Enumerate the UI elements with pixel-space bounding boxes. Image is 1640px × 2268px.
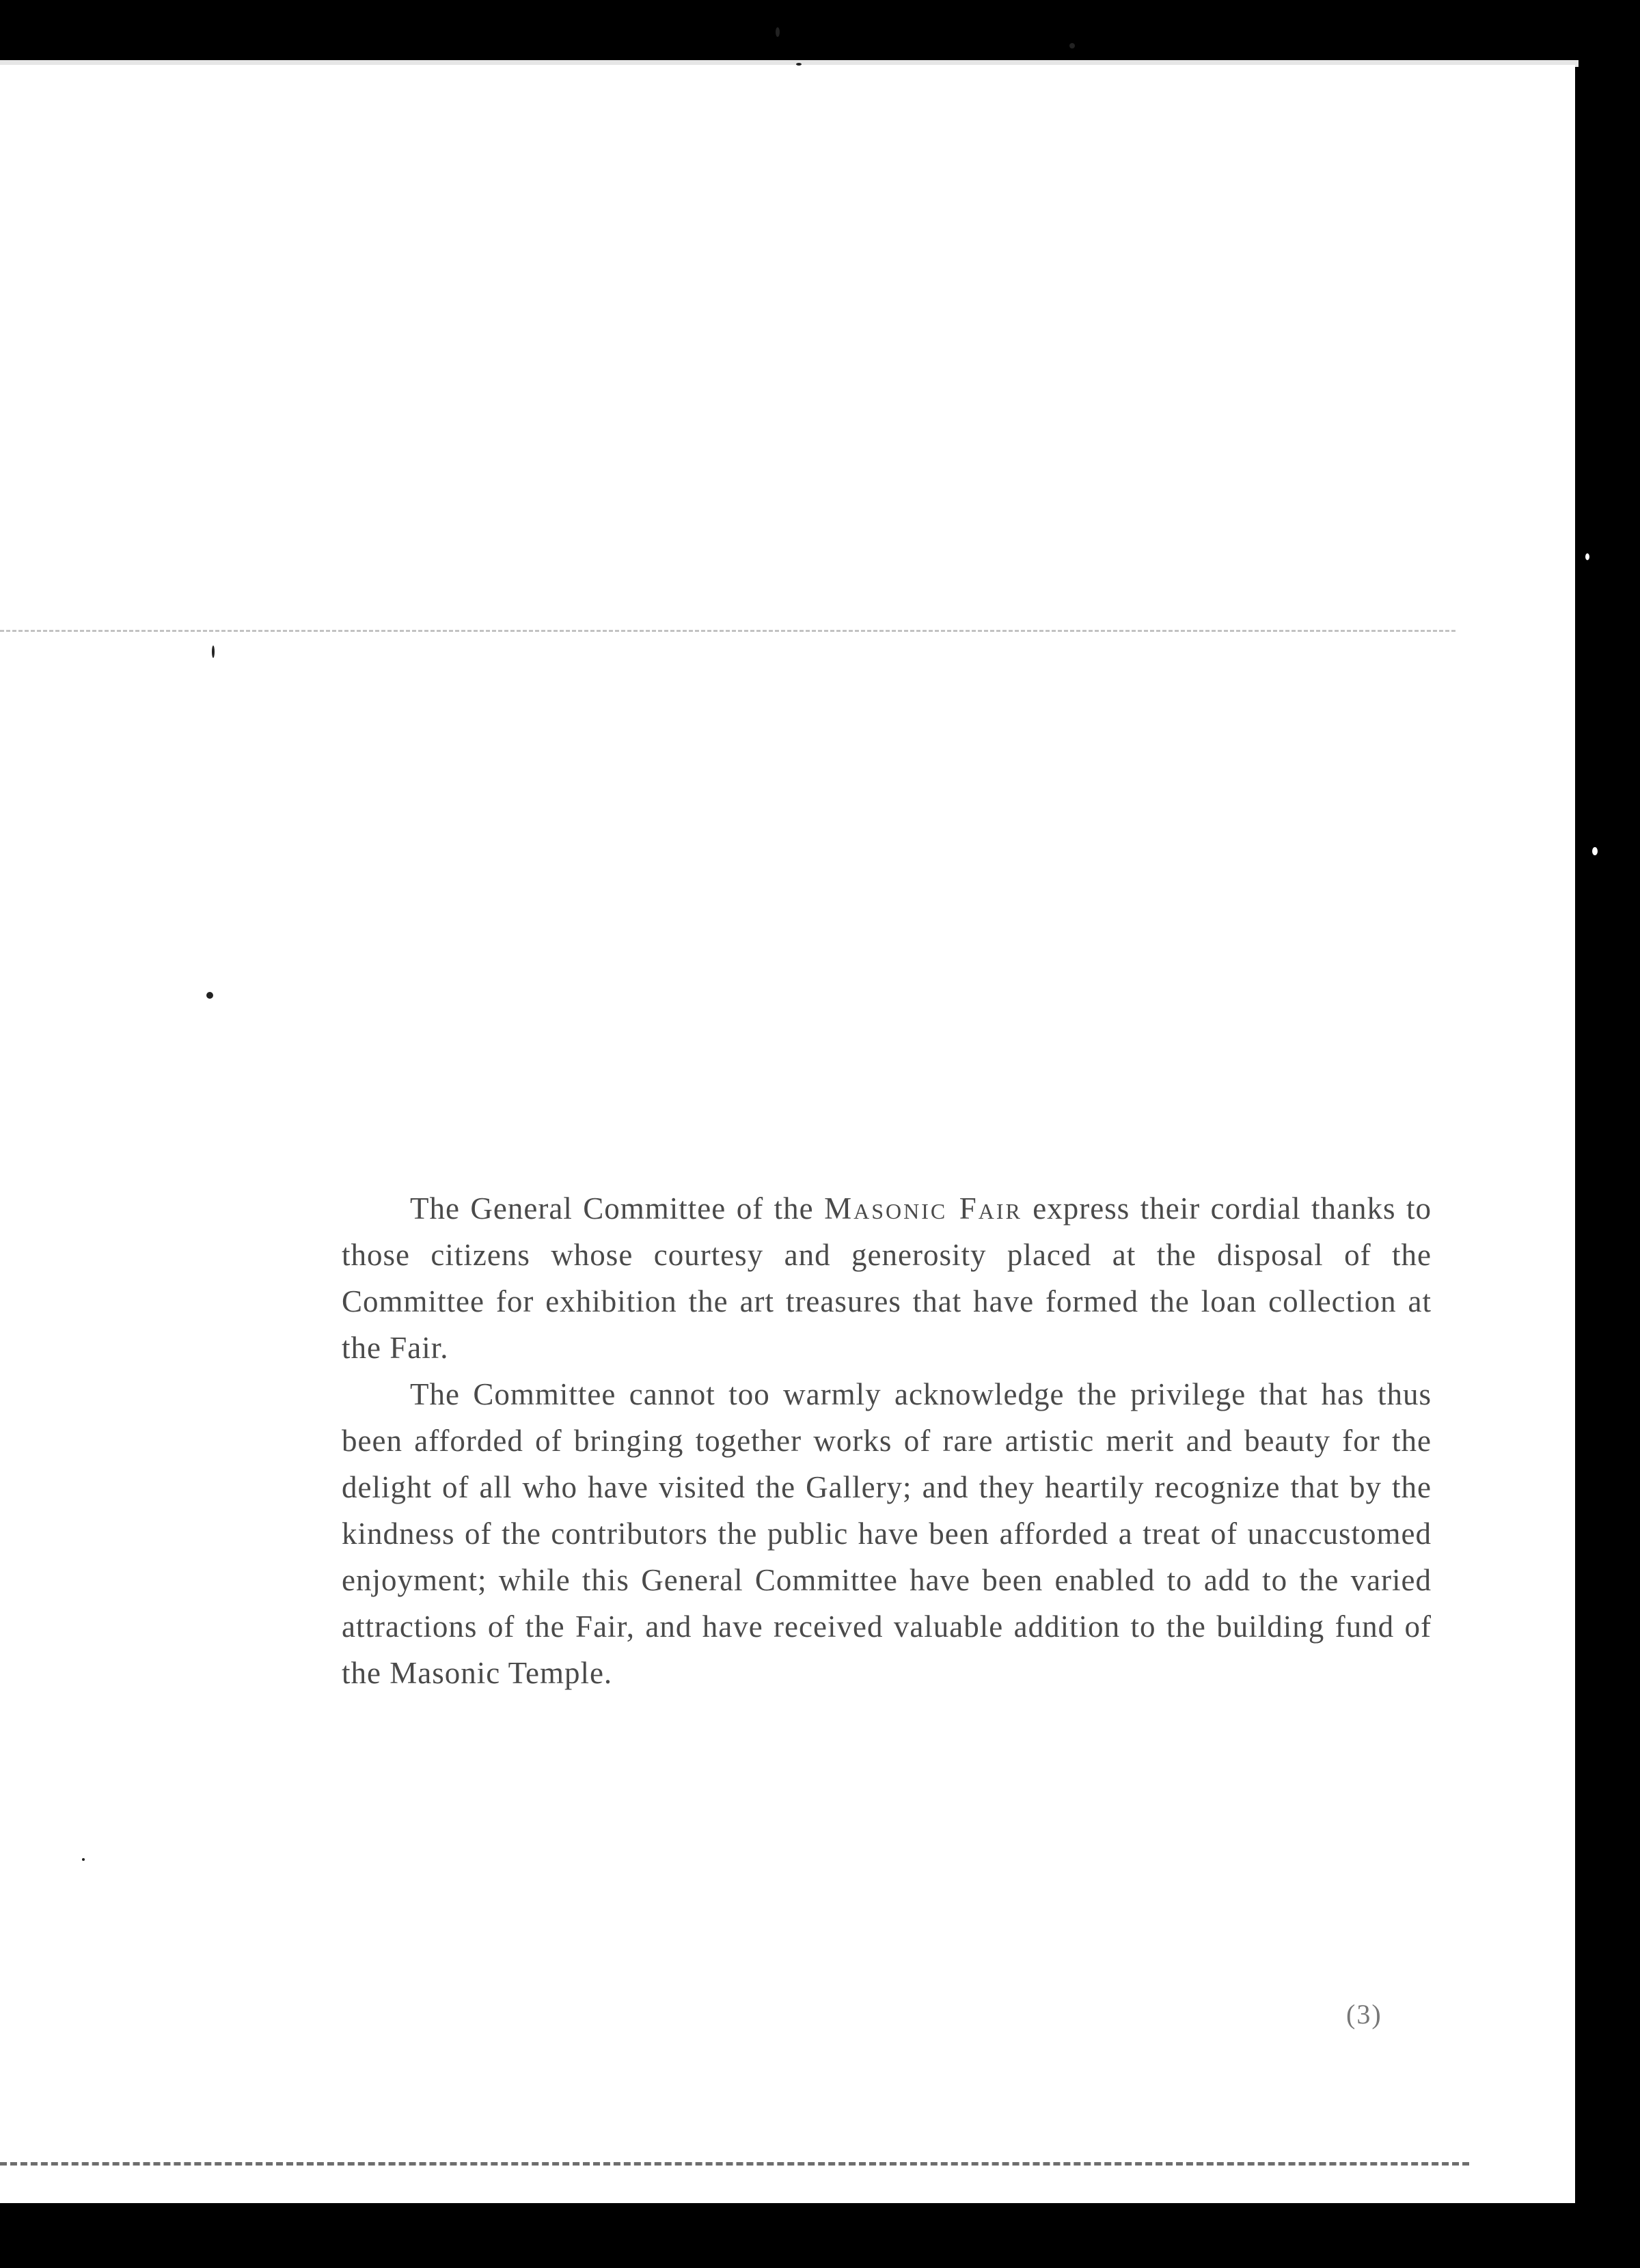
scan-speck bbox=[776, 27, 780, 37]
scan-speck bbox=[1592, 847, 1598, 855]
bottom-rule bbox=[0, 2162, 1469, 2166]
scan-speck bbox=[796, 63, 802, 66]
page-number: (3) bbox=[1346, 1999, 1382, 2030]
paragraph-1 bbox=[342, 1185, 1432, 1371]
paragraph-1-end: express their cordial thanks to those citizens whose courtesy and generosity placed at the disposal of the Committee for exhibition the art treasures that have formed the loan collection at the Fair. bbox=[342, 1191, 1432, 1365]
masonic-fair-name: Masonic Fair bbox=[824, 1191, 1022, 1226]
scan-speck bbox=[206, 992, 213, 999]
scan-speck bbox=[1585, 553, 1589, 560]
scan-speck bbox=[212, 646, 215, 658]
paragraph-2: The Committee cannot too warmly acknowledge the privilege that has thus been afforded of bringing together works of rare artistic merit and beauty for the delight of all who have visited the Gallery; and they heartily recognize that by the kindness of the contributors the public have been afforded a treat of unaccustomed enjoyment; while this General Committee have been enabled to add to the varied attractions of the Fair, and have received valuable addition to the building fund of the Masonic Temple. bbox=[342, 1377, 1432, 1690]
body-text bbox=[342, 1185, 1432, 1696]
scan-speck bbox=[82, 1858, 85, 1861]
scan-speck bbox=[1069, 43, 1075, 49]
fold-line bbox=[0, 630, 1456, 632]
document-page bbox=[0, 65, 1575, 2203]
paragraph-1-start: The General Committee of the bbox=[410, 1191, 825, 1226]
